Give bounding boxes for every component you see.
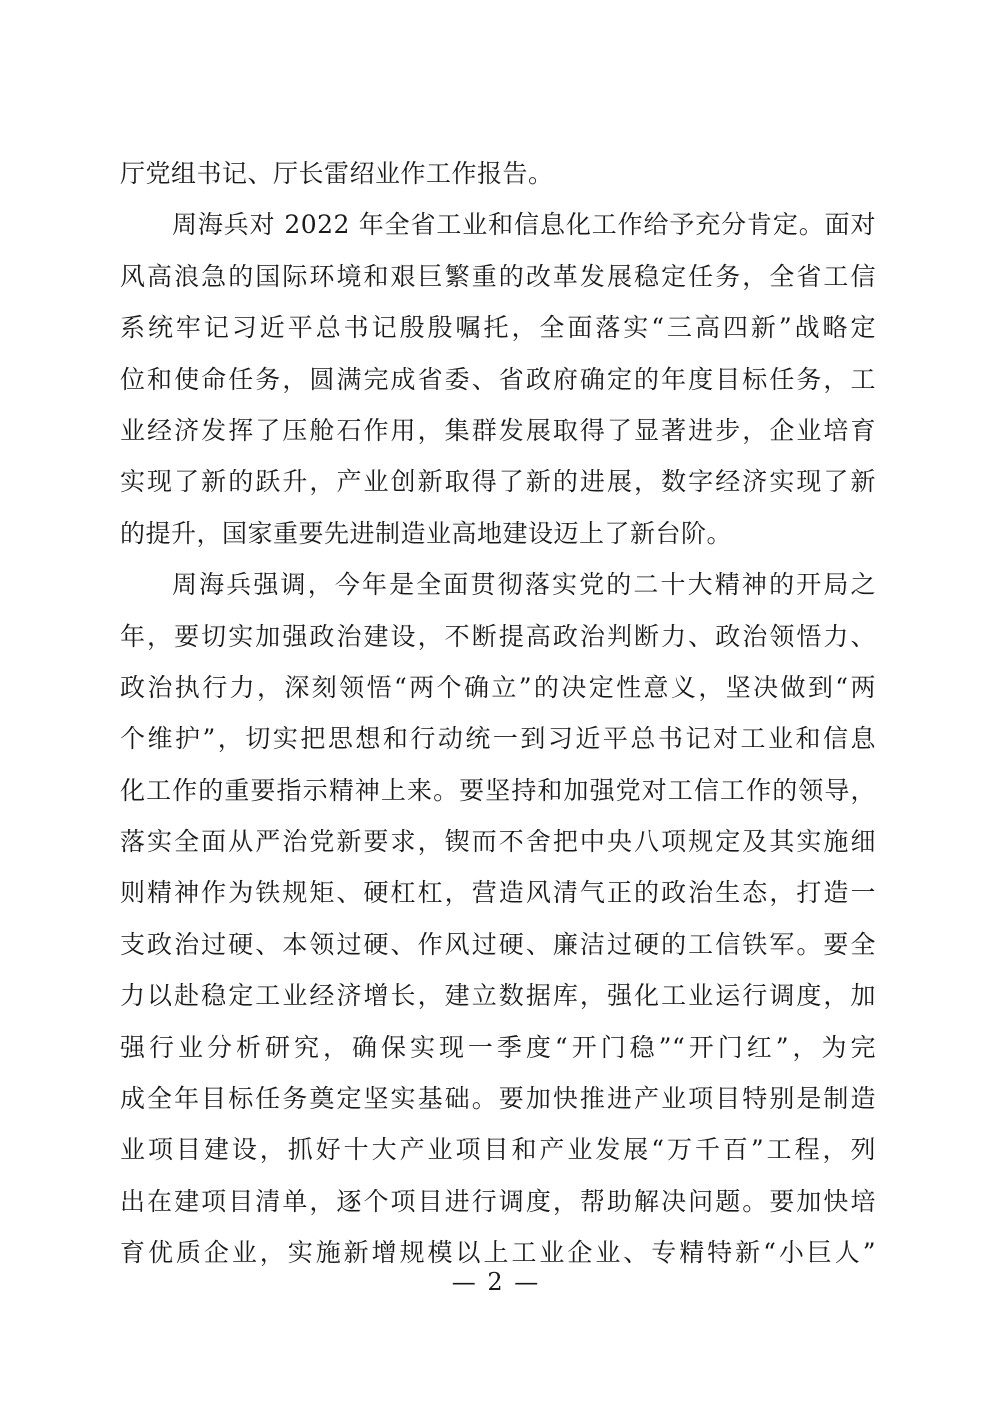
text-line: 实现了新的跃升，产业创新取得了新的进展，数字经济实现了新: [120, 467, 876, 497]
text-line: 化工作的重要指示精神上来。要坚持和加强党对工信工作的领导，: [120, 775, 876, 805]
text-line: 出在建项目清单，逐个项目进行调度，帮助解决问题。要加快培: [120, 1186, 876, 1216]
text-line: 个维护”，切实把思想和行动统一到习近平总书记对工业和信息: [120, 724, 876, 754]
body-text: [120, 148, 876, 1279]
text-line: 周海兵对 2022 年全省工业和信息化工作给予充分肯定。面对: [172, 210, 876, 240]
text-line: 厅党组书记、厅长雷绍业作工作报告。: [120, 159, 554, 188]
page-number: — 2 —: [451, 1268, 541, 1296]
text-line: 业经济发挥了压舱石作用，集群发展取得了显著进步，企业培育: [120, 415, 876, 445]
text-line: 成全年目标任务奠定坚实基础。要加快推进产业项目特别是制造: [120, 1084, 876, 1114]
text-line: 育优质企业，实施新增规模以上工业企业、专精特新“小巨人”: [120, 1238, 876, 1268]
text-line: 政治执行力，深刻领悟“两个确立”的决定性意义，坚决做到“两: [120, 672, 876, 702]
text-line: 业项目建设，抓好十大产业项目和产业发展“万千百”工程，列: [120, 1135, 876, 1165]
text-line: 力以赴稳定工业经济增长，建立数据库，强化工业运行调度，加: [120, 981, 876, 1011]
text-line: 则精神作为铁规矩、硬杠杠，营造风清气正的政治生态，打造一: [120, 878, 876, 908]
text-line: 年，要切实加强政治建设，不断提高政治判断力、政治领悟力、: [120, 621, 876, 651]
text-line: 落实全面从严治党新要求，锲而不舍把中央八项规定及其实施细: [120, 827, 876, 857]
text-line: 支政治过硬、本领过硬、作风过硬、廉洁过硬的工信铁军。要全: [120, 929, 876, 959]
text-line: 的提升，国家重要先进制造业高地建设迈上了新台阶。: [120, 518, 733, 548]
text-line: 位和使命任务，圆满完成省委、省政府确定的年度目标任务，工: [120, 364, 876, 394]
text-line: 周海兵强调，今年是全面贯彻落实党的二十大精神的开局之: [172, 570, 876, 600]
text-line: 强行业分析研究，确保实现一季度“开门稳”“开门红”，为完: [120, 1032, 876, 1062]
text-line: 风高浪急的国际环境和艰巨繁重的改革发展稳定任务，全省工信: [120, 261, 876, 291]
text-line: 系统牢记习近平总书记殷殷嘱托，全面落实“三高四新”战略定: [120, 313, 876, 343]
